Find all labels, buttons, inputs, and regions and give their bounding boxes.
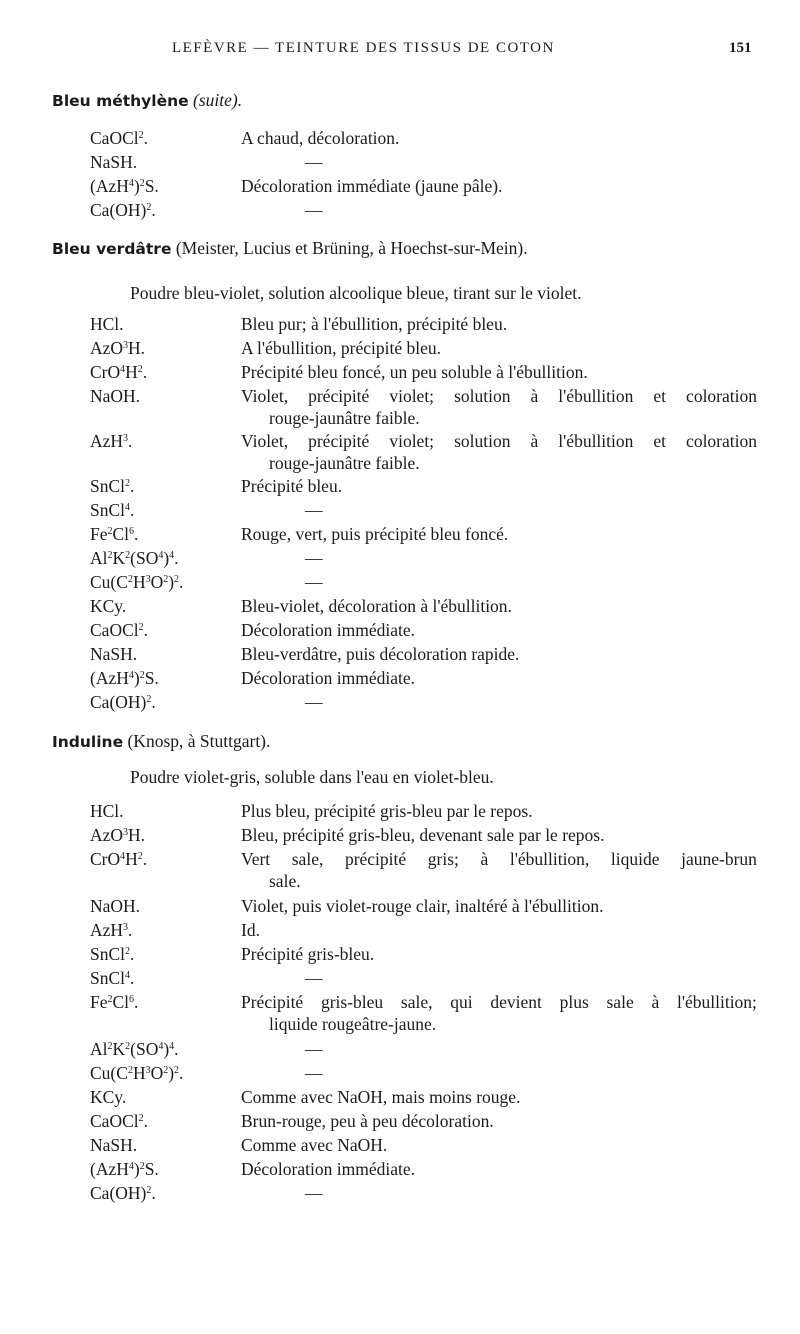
formula-part: . bbox=[179, 572, 184, 592]
formula-part: AzH bbox=[90, 431, 124, 451]
reaction-text: Bleu-violet, décoloration à l'ébullition. bbox=[241, 596, 512, 616]
formula-part: . bbox=[151, 200, 156, 220]
reagent-formula bbox=[90, 1063, 183, 1084]
formula-index: 2 bbox=[146, 202, 152, 213]
formula-index: 4 bbox=[128, 178, 134, 189]
reaction-text: Brun-rouge, peu à peu décoloration. bbox=[241, 1111, 494, 1131]
formula-index: 3 bbox=[123, 922, 129, 933]
formula-part: . bbox=[134, 992, 139, 1012]
formula-part: Ca(OH) bbox=[90, 200, 147, 220]
dye-description: Poudre bleu-violet, solution alcoolique bleue, tirant sur le violet. bbox=[130, 283, 582, 303]
formula-part: S. bbox=[144, 668, 159, 688]
dye-qualifier: (Knosp, à Stuttgart). bbox=[127, 731, 271, 751]
formula-part: CaOCl bbox=[90, 620, 139, 640]
formula-part: ) bbox=[133, 1159, 140, 1179]
reagent-formula bbox=[90, 668, 159, 689]
reaction-text: Comme avec NaOH, mais moins rouge. bbox=[241, 1087, 521, 1107]
formula-index: 2 bbox=[107, 526, 113, 537]
reagent-formula bbox=[90, 801, 124, 822]
formula-part: . bbox=[143, 1111, 148, 1131]
formula-part: HCl. bbox=[90, 801, 124, 821]
formula-part: H bbox=[125, 849, 138, 869]
reaction-text: — bbox=[305, 692, 323, 712]
formula-index: 4 bbox=[120, 364, 126, 375]
formula-part: Fe bbox=[90, 992, 108, 1012]
reagent-formula bbox=[90, 431, 132, 452]
formula-index: 2 bbox=[125, 946, 131, 957]
formula-index: 2 bbox=[107, 1041, 113, 1052]
formula-part: (AzH bbox=[90, 176, 129, 196]
reaction-text: Violet, puis violet-rouge clair, inaltéré à l'ébullition. bbox=[241, 896, 604, 916]
formula-part: H. bbox=[128, 825, 146, 845]
reagent-formula bbox=[90, 944, 134, 965]
reagent-formula bbox=[90, 1183, 156, 1204]
formula-index: 4 bbox=[169, 1041, 175, 1052]
reagent-formula bbox=[90, 620, 148, 641]
formula-index: 2 bbox=[139, 670, 145, 681]
reagent-formula bbox=[90, 200, 156, 221]
formula-part: Fe bbox=[90, 524, 108, 544]
formula-index: 4 bbox=[125, 502, 131, 513]
formula-part: (AzH bbox=[90, 1159, 129, 1179]
formula-part: SnCl bbox=[90, 476, 126, 496]
formula-part: AzH bbox=[90, 920, 124, 940]
reaction-text: Précipité gris-bleu sale, qui devient plus sale à l'ébullition; bbox=[241, 992, 757, 1012]
reaction-text: Rouge, vert, puis précipité bleu foncé. bbox=[241, 524, 509, 544]
formula-part: Al bbox=[90, 548, 108, 568]
reagent-formula bbox=[90, 1087, 126, 1108]
reaction-continuation: liquide rougeâtre-jaune. bbox=[269, 1014, 437, 1034]
formula-part: . bbox=[151, 1183, 156, 1203]
formula-part: . bbox=[128, 920, 133, 940]
reaction-text: — bbox=[305, 1039, 323, 1059]
reaction-text: A l'ébullition, précipité bleu. bbox=[241, 338, 441, 358]
reaction-text: Violet, précipité violet; solution à l'ébullition et coloration bbox=[241, 386, 757, 406]
formula-part: . bbox=[151, 692, 156, 712]
reagent-formula bbox=[90, 1135, 137, 1156]
formula-index: 3 bbox=[123, 340, 129, 351]
formula-part: CaOCl bbox=[90, 1111, 139, 1131]
formula-part: . bbox=[142, 849, 148, 869]
formula-part: KCy. bbox=[90, 1087, 127, 1107]
formula-part: . bbox=[130, 476, 135, 496]
formula-part: (AzH bbox=[90, 668, 129, 688]
formula-part: ) bbox=[133, 176, 140, 196]
formula-part: ) bbox=[133, 668, 140, 688]
reaction-continuation: rouge-jaunâtre faible. bbox=[269, 408, 420, 428]
reaction-text: Bleu pur; à l'ébullition, précipité bleu. bbox=[241, 314, 508, 334]
formula-index: 2 bbox=[174, 574, 180, 585]
reaction-text: Décoloration immédiate. bbox=[241, 620, 415, 640]
formula-index: 4 bbox=[158, 550, 164, 561]
reaction-text: Décoloration immédiate. bbox=[241, 668, 415, 688]
formula-index: 2 bbox=[139, 1161, 145, 1172]
reaction-text: — bbox=[305, 968, 323, 988]
formula-part: CrO bbox=[90, 362, 121, 382]
formula-part: K bbox=[112, 548, 126, 568]
formula-index: 6 bbox=[129, 994, 135, 1005]
page-number: 151 bbox=[729, 40, 752, 56]
formula-part: . bbox=[134, 524, 139, 544]
running-head bbox=[0, 40, 800, 62]
formula-part: (SO bbox=[130, 1039, 159, 1059]
formula-index: 6 bbox=[129, 526, 135, 537]
reagent-formula bbox=[90, 524, 138, 545]
formula-part: NaOH. bbox=[90, 896, 141, 916]
formula-index: 4 bbox=[128, 1161, 134, 1172]
formula-part: SnCl bbox=[90, 968, 126, 988]
reagent-formula bbox=[90, 968, 134, 989]
formula-part: Cu(C bbox=[90, 1063, 128, 1083]
reagent-formula bbox=[90, 825, 145, 846]
formula-part: S. bbox=[144, 176, 159, 196]
formula-part: H bbox=[132, 572, 146, 592]
reaction-text: — bbox=[305, 500, 323, 520]
running-title: LEFÈVRE — TEINTURE DES TISSUS DE COTON bbox=[172, 40, 555, 56]
formula-part: . bbox=[130, 968, 135, 988]
formula-part: . bbox=[128, 431, 133, 451]
formula-part: NaSH. bbox=[90, 644, 138, 664]
formula-part: CrO bbox=[90, 849, 121, 869]
formula-part: . bbox=[130, 500, 135, 520]
reagent-formula bbox=[90, 152, 137, 173]
reagent-formula bbox=[90, 692, 156, 713]
formula-part: . bbox=[130, 944, 135, 964]
reagent-formula bbox=[90, 128, 148, 149]
formula-part: (SO bbox=[130, 548, 159, 568]
reaction-text: Vert sale, précipité gris; à l'ébullition, liquide jaune-brun bbox=[241, 849, 757, 869]
reaction-text: — bbox=[305, 1183, 323, 1203]
reaction-text: Précipité bleu foncé, un peu soluble à l'ébullition. bbox=[241, 362, 588, 382]
formula-part: . bbox=[143, 620, 148, 640]
formula-part: . bbox=[174, 1039, 179, 1059]
formula-index: 2 bbox=[125, 550, 131, 561]
formula-index: 4 bbox=[158, 1041, 164, 1052]
dye-name: Bleu méthylène bbox=[52, 92, 189, 110]
dye-name: Bleu verdâtre bbox=[52, 240, 172, 258]
formula-index: 3 bbox=[123, 433, 129, 444]
formula-index: 3 bbox=[123, 827, 129, 838]
formula-part: CaOCl bbox=[90, 128, 139, 148]
formula-part: O bbox=[150, 572, 164, 592]
reagent-formula bbox=[90, 644, 137, 665]
reagent-formula bbox=[90, 849, 147, 870]
reaction-text: — bbox=[305, 548, 323, 568]
formula-part: ) bbox=[168, 572, 175, 592]
reagent-formula bbox=[90, 176, 159, 197]
formula-part: Cl bbox=[112, 524, 130, 544]
formula-part: . bbox=[143, 128, 148, 148]
formula-part: Ca(OH) bbox=[90, 1183, 147, 1203]
formula-index: 4 bbox=[120, 851, 126, 862]
formula-part: Cu(C bbox=[90, 572, 128, 592]
dye-qualifier: (Meister, Lucius et Brüning, à Hoechst-sur-Mein). bbox=[175, 238, 528, 258]
section-title bbox=[52, 731, 270, 752]
formula-part: AzO bbox=[90, 825, 124, 845]
formula-index: 2 bbox=[163, 574, 169, 585]
reaction-text: Décoloration immédiate (jaune pâle). bbox=[241, 176, 503, 196]
formula-part: . bbox=[174, 548, 179, 568]
reaction-text: Bleu, précipité gris-bleu, devenant sale par le repos. bbox=[241, 825, 605, 845]
reaction-text: Décoloration immédiate. bbox=[241, 1159, 415, 1179]
formula-index: 2 bbox=[137, 851, 143, 862]
formula-index: 2 bbox=[107, 994, 113, 1005]
formula-index: 2 bbox=[163, 1065, 169, 1076]
reaction-text: Précipité bleu. bbox=[241, 476, 343, 496]
formula-part: . bbox=[142, 362, 148, 382]
formula-part: Ca(OH) bbox=[90, 692, 147, 712]
formula-part: Al bbox=[90, 1039, 108, 1059]
formula-index: 2 bbox=[138, 1113, 144, 1124]
formula-index: 2 bbox=[139, 178, 145, 189]
reagent-formula bbox=[90, 1039, 179, 1060]
section-title bbox=[52, 90, 242, 111]
reagent-formula bbox=[90, 548, 179, 569]
reagent-formula bbox=[90, 386, 140, 407]
reaction-continuation: sale. bbox=[269, 871, 301, 891]
reagent-formula bbox=[90, 896, 140, 917]
formula-part: NaOH. bbox=[90, 386, 141, 406]
reaction-text: Id. bbox=[241, 920, 260, 940]
formula-index: 2 bbox=[138, 622, 144, 633]
formula-index: 2 bbox=[146, 694, 152, 705]
formula-part: SnCl bbox=[90, 944, 126, 964]
reagent-formula bbox=[90, 596, 126, 617]
formula-part: SnCl bbox=[90, 500, 126, 520]
formula-index: 2 bbox=[125, 478, 131, 489]
reagent-formula bbox=[90, 1159, 159, 1180]
formula-index: 2 bbox=[107, 550, 113, 561]
reagent-formula bbox=[90, 314, 124, 335]
formula-part: NaSH. bbox=[90, 1135, 138, 1155]
reagent-formula bbox=[90, 338, 145, 359]
formula-index: 2 bbox=[146, 1185, 152, 1196]
dye-qualifier: (suite). bbox=[193, 90, 243, 110]
formula-part: H bbox=[125, 362, 138, 382]
reagent-formula bbox=[90, 500, 134, 521]
reaction-text: Violet, précipité violet; solution à l'ébullition et coloration bbox=[241, 431, 757, 451]
formula-part: H. bbox=[128, 338, 146, 358]
reaction-text: — bbox=[305, 200, 323, 220]
reaction-text: — bbox=[305, 572, 323, 592]
formula-part: . bbox=[179, 1063, 184, 1083]
formula-part: AzO bbox=[90, 338, 124, 358]
reagent-formula bbox=[90, 920, 132, 941]
reagent-formula bbox=[90, 572, 183, 593]
formula-part: ) bbox=[168, 1063, 175, 1083]
reaction-text: Bleu-verdâtre, puis décoloration rapide. bbox=[241, 644, 520, 664]
formula-part: K bbox=[112, 1039, 126, 1059]
reagent-formula bbox=[90, 362, 147, 383]
formula-part: O bbox=[150, 1063, 164, 1083]
formula-index: 4 bbox=[169, 550, 175, 561]
formula-part: KCy. bbox=[90, 596, 127, 616]
formula-part: H bbox=[132, 1063, 146, 1083]
formula-index: 2 bbox=[127, 574, 133, 585]
formula-part: S. bbox=[144, 1159, 159, 1179]
reagent-formula bbox=[90, 476, 134, 497]
formula-part: NaSH. bbox=[90, 152, 138, 172]
formula-index: 2 bbox=[138, 130, 144, 141]
reaction-text: Précipité gris-bleu. bbox=[241, 944, 375, 964]
formula-index: 4 bbox=[128, 670, 134, 681]
reaction-text: Plus bleu, précipité gris-bleu par le repos. bbox=[241, 801, 533, 821]
dye-description: Poudre violet-gris, soluble dans l'eau en violet-bleu. bbox=[130, 767, 494, 787]
formula-index: 3 bbox=[145, 574, 151, 585]
reaction-text: A chaud, décoloration. bbox=[241, 128, 400, 148]
formula-index: 3 bbox=[145, 1065, 151, 1076]
formula-part: HCl. bbox=[90, 314, 124, 334]
reagent-formula bbox=[90, 992, 138, 1013]
formula-part: ) bbox=[163, 1039, 170, 1059]
reaction-continuation: rouge-jaunâtre faible. bbox=[269, 453, 420, 473]
formula-index: 2 bbox=[137, 364, 143, 375]
formula-index: 2 bbox=[174, 1065, 180, 1076]
formula-index: 2 bbox=[127, 1065, 133, 1076]
formula-index: 2 bbox=[125, 1041, 131, 1052]
reaction-text: Comme avec NaOH. bbox=[241, 1135, 388, 1155]
formula-part: Cl bbox=[112, 992, 130, 1012]
dye-name: Induline bbox=[52, 733, 124, 751]
reaction-text: — bbox=[305, 1063, 323, 1083]
reaction-text: — bbox=[305, 152, 323, 172]
section-title bbox=[52, 238, 528, 259]
reagent-formula bbox=[90, 1111, 148, 1132]
formula-part: ) bbox=[163, 548, 170, 568]
formula-index: 4 bbox=[125, 970, 131, 981]
